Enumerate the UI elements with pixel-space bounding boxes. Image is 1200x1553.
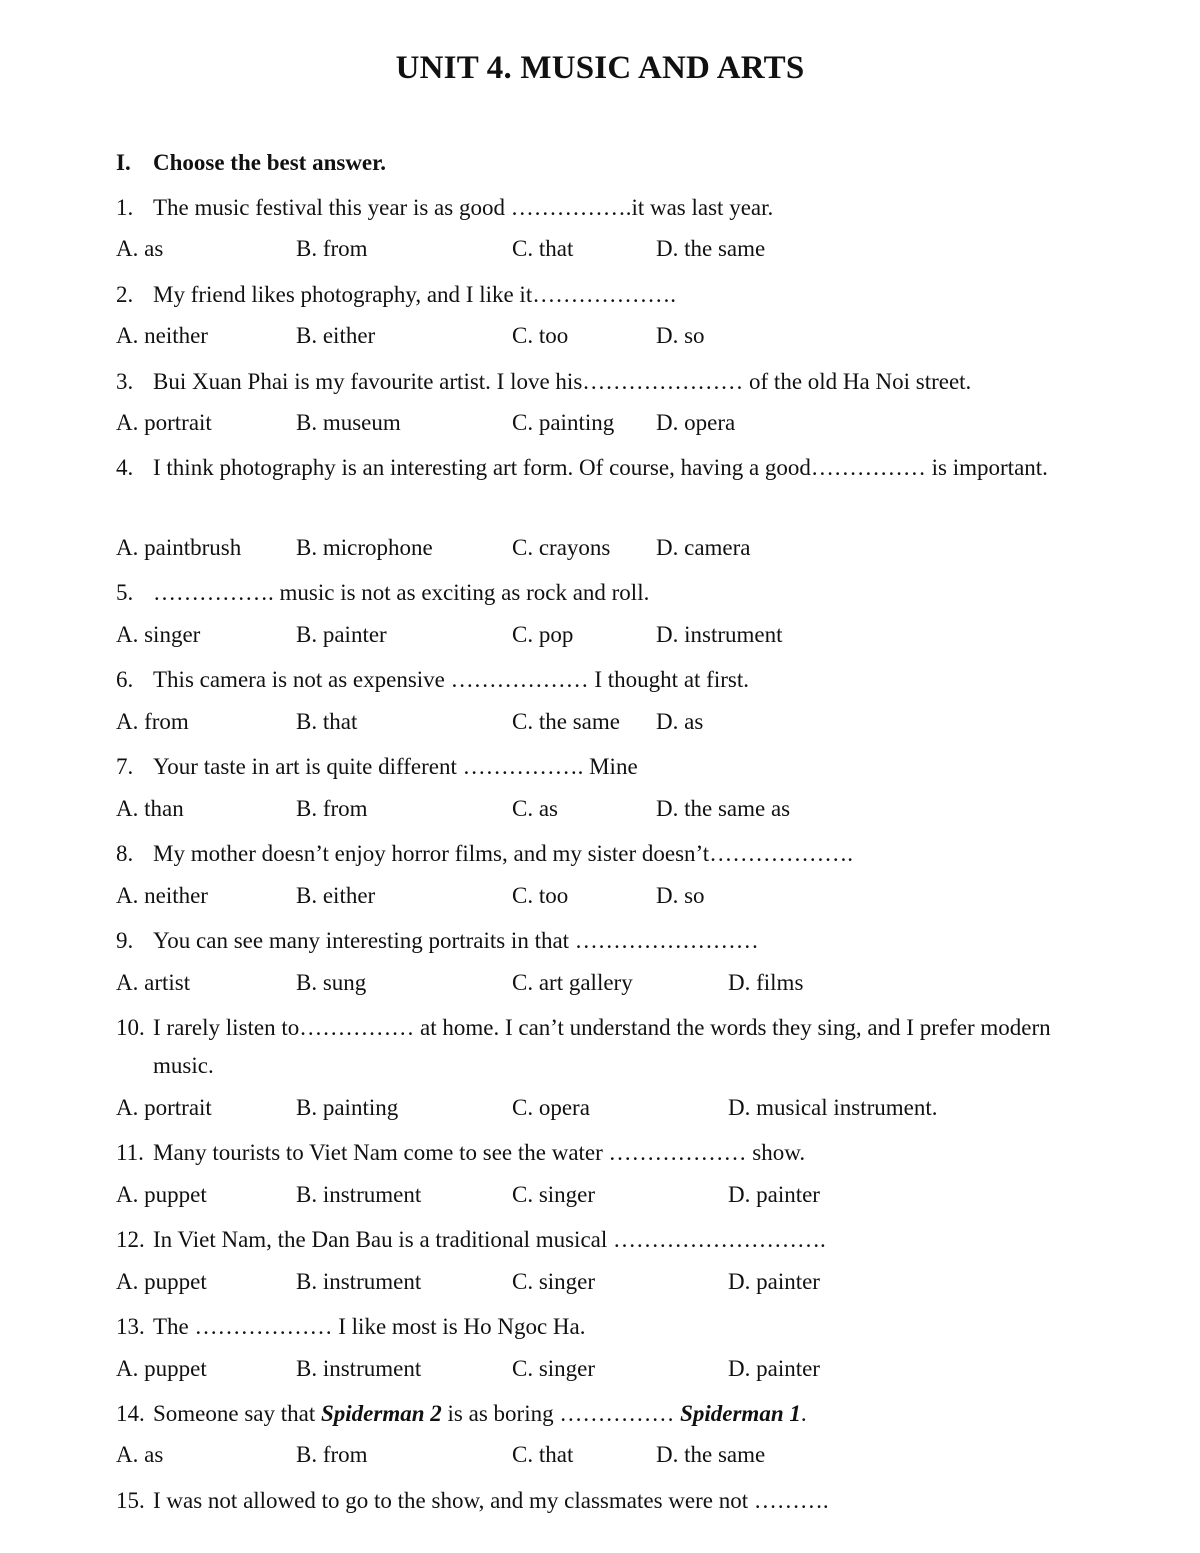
- question-9: [116, 922, 1096, 960]
- question-number: 11.: [116, 1140, 144, 1165]
- options-14: [116, 1442, 1116, 1476]
- question-number: 13.: [116, 1314, 145, 1339]
- question-text: The ……………… I like most is Ho Ngoc Ha.: [153, 1314, 586, 1339]
- option-c: C. pop: [512, 622, 574, 647]
- option-d: D. opera: [656, 410, 736, 435]
- option-a: A. portrait: [116, 410, 212, 435]
- option-c: C. singer: [512, 1182, 596, 1207]
- option-c: C. painting: [512, 410, 615, 435]
- question-number: 6.: [116, 667, 134, 692]
- film-title: Spiderman 2: [321, 1401, 442, 1426]
- option-d: D. instrument: [656, 622, 783, 647]
- question-number: 4.: [116, 455, 134, 480]
- question-text: You can see many interesting portraits in that ……………………: [153, 928, 759, 953]
- question-2: [116, 276, 1096, 314]
- options-1: [116, 236, 1116, 270]
- option-c: C. too: [512, 323, 569, 348]
- question-number: 10.: [116, 1015, 145, 1040]
- option-b: B. from: [296, 1442, 368, 1467]
- question-text-part: .: [800, 1401, 807, 1426]
- option-a: A. as: [116, 236, 164, 261]
- option-a: A. singer: [116, 622, 201, 647]
- question-11: [116, 1134, 1096, 1172]
- question-number: 2.: [116, 282, 134, 307]
- question-number: 3.: [116, 369, 134, 394]
- option-b: B. painting: [296, 1095, 399, 1120]
- option-c: C. opera: [512, 1095, 590, 1120]
- question-text: My friend likes photography, and I like it……………….: [153, 282, 676, 307]
- question-number: 5.: [116, 580, 134, 605]
- question-number: 8.: [116, 841, 134, 866]
- question-12: [116, 1221, 1096, 1259]
- question-text: This camera is not as expensive ……………… I thought at first.: [153, 667, 749, 692]
- options-7: [116, 796, 1116, 830]
- options-6: [116, 709, 1116, 743]
- option-c: C. as: [512, 796, 558, 821]
- option-a: A. from: [116, 709, 189, 734]
- option-b: B. painter: [296, 622, 387, 647]
- options-13: [116, 1356, 1116, 1390]
- option-d: D. so: [656, 883, 705, 908]
- question-number: 14.: [116, 1401, 145, 1426]
- options-8: [116, 883, 1116, 917]
- option-a: A. paintbrush: [116, 535, 242, 560]
- question-7: [116, 748, 1096, 786]
- option-d: D. the same: [656, 236, 766, 261]
- option-a: A. puppet: [116, 1356, 207, 1381]
- question-14: [116, 1395, 1096, 1433]
- question-number: 12.: [116, 1227, 145, 1252]
- option-d: D. as: [656, 709, 704, 734]
- option-c: C. that: [512, 236, 574, 261]
- option-b: B. either: [296, 883, 376, 908]
- option-d: D. painter: [728, 1182, 820, 1207]
- question-number: 15.: [116, 1488, 145, 1513]
- option-c: C. the same: [512, 709, 620, 734]
- option-b: B. that: [296, 709, 358, 734]
- question-3: [116, 363, 1096, 401]
- question-text: [116, 1395, 1096, 1433]
- options-12: [116, 1269, 1116, 1303]
- question-number: 1.: [116, 195, 134, 220]
- question-8: [116, 835, 1096, 873]
- options-3: [116, 410, 1116, 444]
- question-4: [116, 449, 1096, 487]
- question-text: In Viet Nam, the Dan Bau is a traditional musical ……………………….: [153, 1227, 826, 1252]
- question-1: [116, 189, 1096, 227]
- option-d: D. musical instrument.: [728, 1095, 938, 1120]
- option-a: A. puppet: [116, 1269, 207, 1294]
- options-11: [116, 1182, 1116, 1216]
- question-text: My mother doesn’t enjoy horror films, and my sister doesn’t……………….: [153, 841, 853, 866]
- option-d: D. camera: [656, 535, 751, 560]
- question-text: ……………. music is not as exciting as rock and roll.: [153, 580, 650, 605]
- option-d: D. painter: [728, 1269, 820, 1294]
- option-a: A. than: [116, 796, 184, 821]
- question-text: I think photography is an interesting art form. Of course, having a good…………… is important.: [153, 455, 1048, 480]
- question-text: Bui Xuan Phai is my favourite artist. I love his………………… of the old Ha Noi street.: [153, 369, 972, 394]
- question-text-part: Someone say that: [153, 1401, 321, 1426]
- option-b: B. instrument: [296, 1182, 422, 1207]
- option-b: B. instrument: [296, 1269, 422, 1294]
- option-d: D. the same: [656, 1442, 766, 1467]
- question-13: [116, 1308, 1096, 1346]
- question-text: I rarely listen to…………… at home. I can’t understand the words they sing, and I prefer modern music.: [153, 1015, 1051, 1078]
- section-heading: [116, 150, 386, 176]
- question-5: [116, 574, 1096, 612]
- option-d: D. so: [656, 323, 705, 348]
- options-9: [116, 970, 1116, 1004]
- option-c: C. singer: [512, 1269, 596, 1294]
- option-c: C. that: [512, 1442, 574, 1467]
- question-6: [116, 661, 1096, 699]
- option-c: C. art gallery: [512, 970, 633, 995]
- option-a: A. artist: [116, 970, 191, 995]
- option-b: B. museum: [296, 410, 401, 435]
- option-b: B. either: [296, 323, 376, 348]
- option-c: C. singer: [512, 1356, 596, 1381]
- option-b: B. sung: [296, 970, 367, 995]
- option-c: C. crayons: [512, 535, 611, 560]
- options-5: [116, 622, 1116, 656]
- question-15: [116, 1482, 1096, 1520]
- option-a: A. portrait: [116, 1095, 212, 1120]
- option-d: D. the same as: [656, 796, 791, 821]
- option-b: B. microphone: [296, 535, 433, 560]
- options-10: [116, 1095, 1116, 1129]
- options-2: [116, 323, 1116, 357]
- options-4: [116, 535, 1116, 569]
- option-b: B. from: [296, 236, 368, 261]
- option-a: A. neither: [116, 323, 208, 348]
- question-number: 7.: [116, 754, 134, 779]
- option-d: D. films: [728, 970, 804, 995]
- question-text-part: is as boring ……………: [441, 1401, 681, 1426]
- question-number: 9.: [116, 928, 134, 953]
- option-b: B. instrument: [296, 1356, 422, 1381]
- page-title: UNIT 4. MUSIC AND ARTS: [395, 50, 805, 86]
- question-text: The music festival this year is as good …………….it was last year.: [153, 195, 774, 220]
- section-heading-text: Choose the best answer.: [153, 150, 386, 175]
- film-title: Spiderman 1: [680, 1401, 801, 1426]
- question-10: [116, 1009, 1096, 1085]
- question-text: Many tourists to Viet Nam come to see the water ……………… show.: [153, 1140, 806, 1165]
- section-number: I.: [116, 150, 131, 175]
- option-d: D. painter: [728, 1356, 820, 1381]
- option-a: A. puppet: [116, 1182, 207, 1207]
- question-text: I was not allowed to go to the show, and my classmates were not ……….: [153, 1488, 829, 1513]
- option-b: B. from: [296, 796, 368, 821]
- option-a: A. neither: [116, 883, 208, 908]
- question-text: Your taste in art is quite different ……………. Mine: [153, 754, 638, 779]
- option-c: C. too: [512, 883, 569, 908]
- option-a: A. as: [116, 1442, 164, 1467]
